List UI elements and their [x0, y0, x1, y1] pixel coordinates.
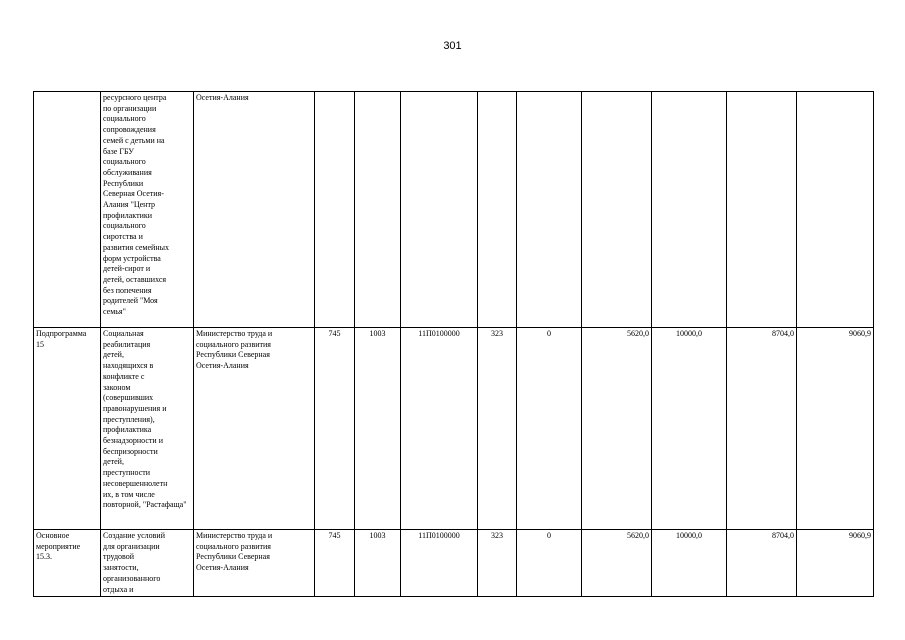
value-cell: [652, 92, 727, 328]
executor-cell: Осетия-Алания: [194, 92, 315, 328]
value-cell: [727, 92, 797, 328]
value-cell: 9060,9: [797, 530, 874, 597]
rz-pr-cell: [355, 92, 401, 328]
value-cell: 5620,0: [582, 530, 652, 597]
grbs-cell: [315, 92, 355, 328]
page-number: 301: [443, 40, 462, 52]
budget-table: [33, 91, 874, 597]
csr-cell: 11П0100000: [401, 530, 478, 597]
value-cell: 9060,9: [797, 328, 874, 530]
value-cell: [797, 92, 874, 328]
value-cell: 0: [517, 328, 582, 530]
level-cell: Подпрограмма 15: [34, 328, 101, 530]
csr-cell: [401, 92, 478, 328]
value-cell: 10000,0: [652, 530, 727, 597]
table-row: [34, 530, 874, 597]
vr-cell: [478, 92, 517, 328]
value-cell: 0: [517, 530, 582, 597]
value-cell: 8704,0: [727, 530, 797, 597]
csr-cell: 11П0100000: [401, 328, 478, 530]
rz-pr-cell: 1003: [355, 328, 401, 530]
level-cell: Основное мероприятие 15.3.: [34, 530, 101, 597]
value-cell: [517, 92, 582, 328]
value-cell: 10000,0: [652, 328, 727, 530]
name-cell: Создание условий для организации трудовой занятости, организованного отдыха и: [101, 530, 194, 597]
level-cell: [34, 92, 101, 328]
vr-cell: 323: [478, 530, 517, 597]
name-cell: Социальная реабилитация детей, находящихся в конфликте с законом (совершивших правонарушения и преступления), профилактика безнадзорности и беспризорности детей, преступности несовершеннолетн их, в том числе повторной, "Растафаща": [101, 328, 194, 530]
grbs-cell: 745: [315, 328, 355, 530]
executor-cell: Министерство труда и социального развития Республики Северная Осетия-Алания: [194, 530, 315, 597]
table-row: [34, 92, 874, 328]
value-cell: [582, 92, 652, 328]
name-cell: ресурсного центра по организации социального сопровождения семей с детьми на базе ГБУ социального обслуживания Республики Северная Осетия- Алания "Центр профилактики социального сиротства и развития семейных форм устройства детей-сирот и детей, оставшихся без попечения родителей "Моя семья": [101, 92, 194, 328]
executor-cell: Министерство труда и социального развития Республики Северная Осетия-Алания: [194, 328, 315, 530]
grbs-cell: 745: [315, 530, 355, 597]
table-row: [34, 328, 874, 530]
rz-pr-cell: 1003: [355, 530, 401, 597]
value-cell: 5620,0: [582, 328, 652, 530]
value-cell: 8704,0: [727, 328, 797, 530]
vr-cell: 323: [478, 328, 517, 530]
